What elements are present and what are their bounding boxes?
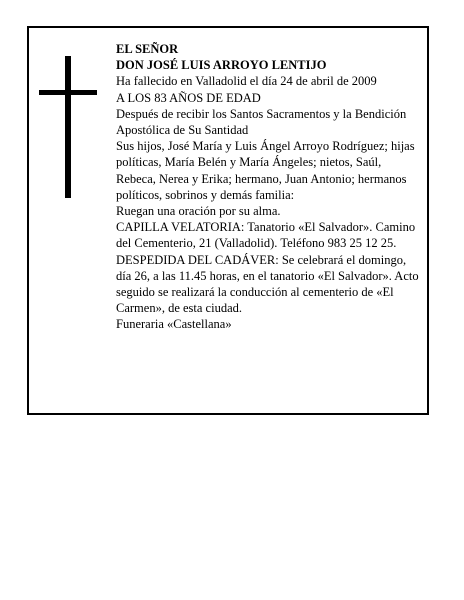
notice-text — [116, 41, 420, 333]
age-statement: A LOS 83 AÑOS DE EDAD — [116, 90, 261, 105]
cross-vertical-bar — [65, 56, 71, 198]
cross-icon — [39, 56, 99, 198]
chapel-info: CAPILLA VELATORIA: Tanatorio «El Salvador». Camino del Cementerio, 21 (Valladolid). Teléfono 983 25 12 25. — [116, 220, 416, 251]
notice-title: EL SEÑOR — [116, 42, 179, 56]
obituary-notice — [27, 26, 429, 415]
sacraments-statement: Después de recibir los Santos Sacramentos y la Bendición Apostólica de Su Santidad — [116, 106, 407, 138]
prayer-request: Ruegan una oración por su alma. — [116, 204, 281, 219]
funeral-home: Funeraria «Castellana» — [116, 317, 232, 332]
death-statement: Ha fallecido en Valladolid el día 24 de abril de 2009 — [116, 74, 377, 89]
family-list: Sus hijos, José María y Luis Ángel Arroyo Rodríguez; hijas políticas, María Belén y María Ángeles; nietos, Saúl, Rebeca, Nerea y Erika; hermano, Juan Antonio; hermanos políticos, sobrinos y demás familia: — [116, 139, 415, 202]
deceased-name: DON JOSÉ LUIS ARROYO LENTIJO — [116, 58, 327, 73]
cross-horizontal-bar — [39, 90, 97, 95]
farewell-info: DESPEDIDA DEL CADÁVER: Se celebrará el domingo, día 26, a las 11.45 horas, en el tanatorio «El Salvador». Acto seguido se realizará la conducción al cementerio de «El Carmen», de esta ciudad. — [116, 252, 419, 316]
